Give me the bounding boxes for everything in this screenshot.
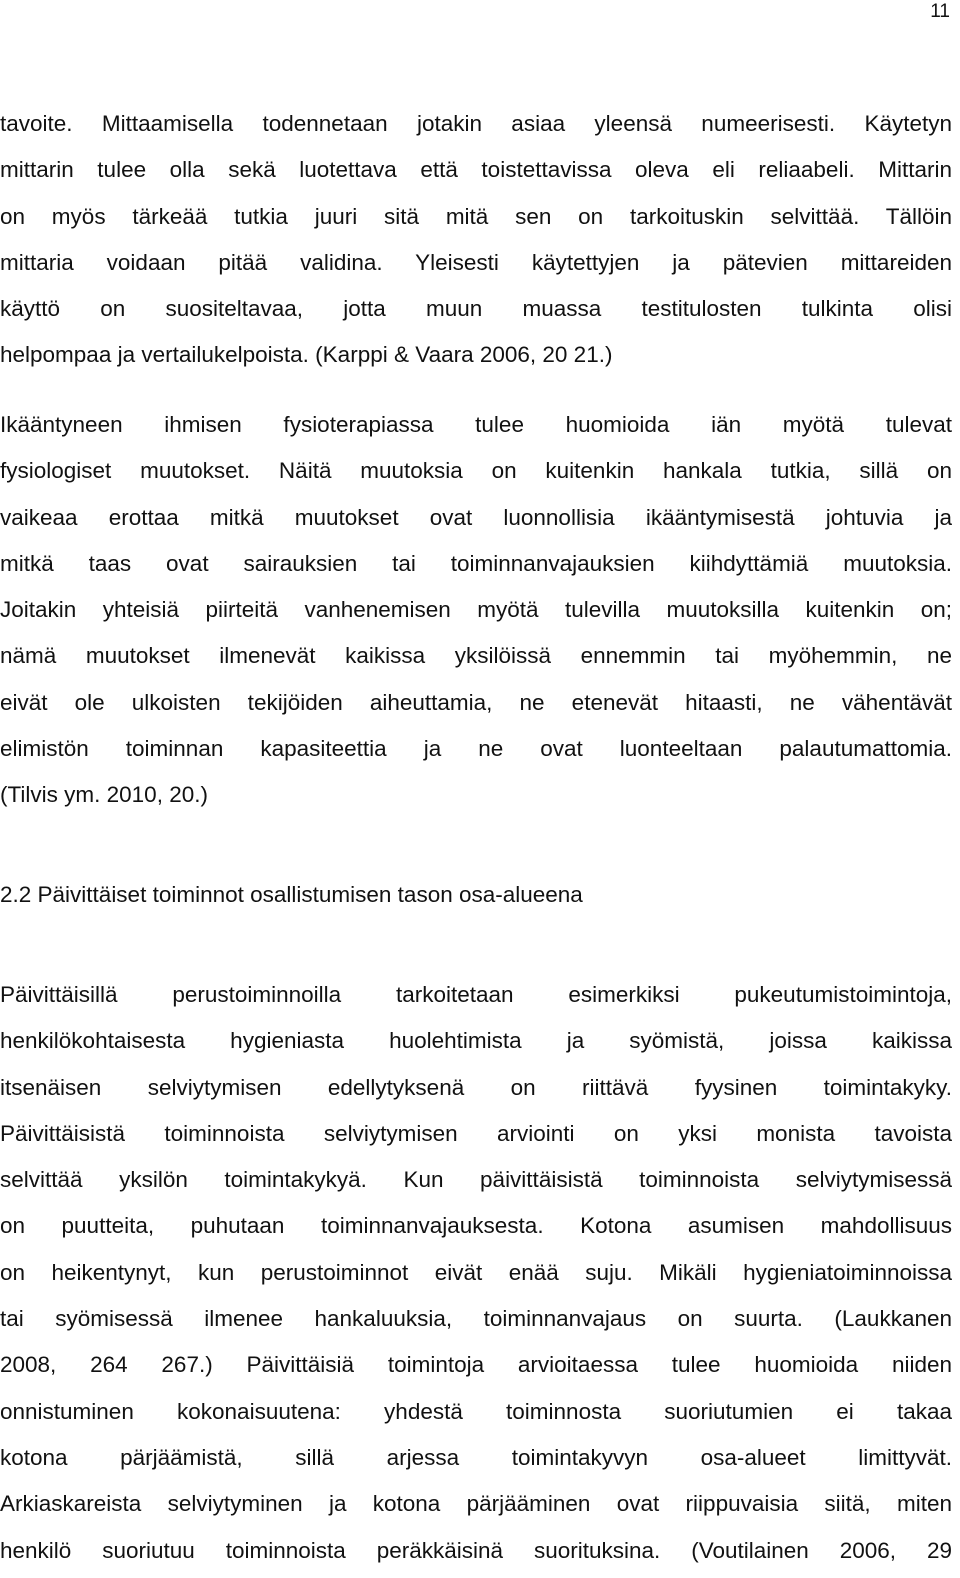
text-line: kotona pärjäämistä, sillä arjessa toimintakyvyn osa-alueet limittyvät. xyxy=(0,1444,952,1470)
text-line: mittaria voidaan pitää validina. Yleisesti käytettyjen ja pätevien mittareiden xyxy=(0,249,952,275)
text-line: nämä muutokset ilmenevät kaikissa yksilöissä ennemmin tai myöhemmin, ne xyxy=(0,643,952,669)
text-line: (Tilvis ym. 2010, 20.) xyxy=(0,782,208,808)
paragraph-measurement xyxy=(0,101,952,379)
text-line: on myös tärkeää tutkia juuri sitä mitä sen on tarkoituskin selvittää. Tällöin xyxy=(0,203,952,229)
text-line: Joitakin yhteisiä piirteitä vanhenemisen myötä tulevilla muutoksilla kuitenkin on; xyxy=(0,597,952,623)
text-line: selvittää yksilön toimintakykyä. Kun päivittäisistä toiminnoista selviytymisessä xyxy=(0,1167,952,1193)
text-line: 2008, 264 267.) Päivittäisiä toimintoja arvioitaessa tulee huomioida niiden xyxy=(0,1352,952,1378)
section-heading: 2.2 Päivittäiset toiminnot osallistumisen tason osa-alueena xyxy=(0,882,583,907)
text-line: helpompaa ja vertailukelpoista. (Karppi & Vaara 2006, 20 21.) xyxy=(0,342,613,368)
text-line: mitkä taas ovat sairauksien tai toiminnanvajauksien kiihdyttämiä muutoksia. xyxy=(0,550,952,576)
text-line: henkilökohtaisesta hygieniasta huolehtimista ja syömistä, joissa kaikissa xyxy=(0,1028,952,1054)
text-line: on puutteita, puhutaan toiminnanvajauksesta. Kotona asumisen mahdollisuus xyxy=(0,1213,952,1239)
text-line: tai syömisessä ilmenee hankaluuksia, toiminnanvajaus on suurta. (Laukkanen xyxy=(0,1306,952,1332)
text-line: fysiologiset muutokset. Näitä muutoksia on kuitenkin hankala tutkia, sillä on xyxy=(0,458,952,484)
page-number: 11 xyxy=(930,1,950,22)
text-line: Ikääntyneen ihmisen fysioterapiassa tulee huomioida iän myötä tulevat xyxy=(0,412,952,437)
text-line: itsenäisen selviytymisen edellytyksenä on riittävä fyysinen toimintakyky. xyxy=(0,1074,952,1100)
paragraph-daily-activities xyxy=(0,972,952,1574)
paragraph-aging-physiotherapy xyxy=(0,402,952,819)
text-line: tavoite. Mittaamisella todennetaan jotakin asiaa yleensä numeerisesti. Käytetyn xyxy=(0,111,952,136)
text-line: onnistuminen kokonaisuutena: yhdestä toiminnosta suoriutumien ei takaa xyxy=(0,1398,952,1424)
text-line: Päivittäisistä toiminnoista selviytymisen arviointi on yksi monista tavoista xyxy=(0,1120,952,1146)
text-line: eivät ole ulkoisten tekijöiden aiheuttamia, ne etenevät hitaasti, ne vähentävät xyxy=(0,689,952,715)
text-line: on heikentynyt, kun perustoiminnot eivät enää suju. Mikäli hygieniatoiminnoissa xyxy=(0,1259,952,1285)
text-line: vaikeaa erottaa mitkä muutokset ovat luonnollisia ikääntymisestä johtuvia ja xyxy=(0,504,952,530)
text-line: elimistön toiminnan kapasiteettia ja ne ovat luonteeltaan palautumattomia. xyxy=(0,736,952,762)
text-line: käyttö on suositeltavaa, jotta muun muassa testitulosten tulkinta olisi xyxy=(0,296,952,322)
text-line: Päivittäisillä perustoiminnoilla tarkoitetaan esimerkiksi pukeutumistoimintoja, xyxy=(0,982,952,1007)
text-line: mittarin tulee olla sekä luotettava että toistettavissa oleva eli reliaabeli. Mittarin xyxy=(0,157,952,183)
text-line: henkilö suoriutuu toiminnoista peräkkäisinä suorituksina. (Voutilainen 2006, 29 xyxy=(0,1537,952,1563)
text-line: Arkiaskareista selviytyminen ja kotona pärjääminen ovat riippuvaisia siitä, miten xyxy=(0,1491,952,1517)
